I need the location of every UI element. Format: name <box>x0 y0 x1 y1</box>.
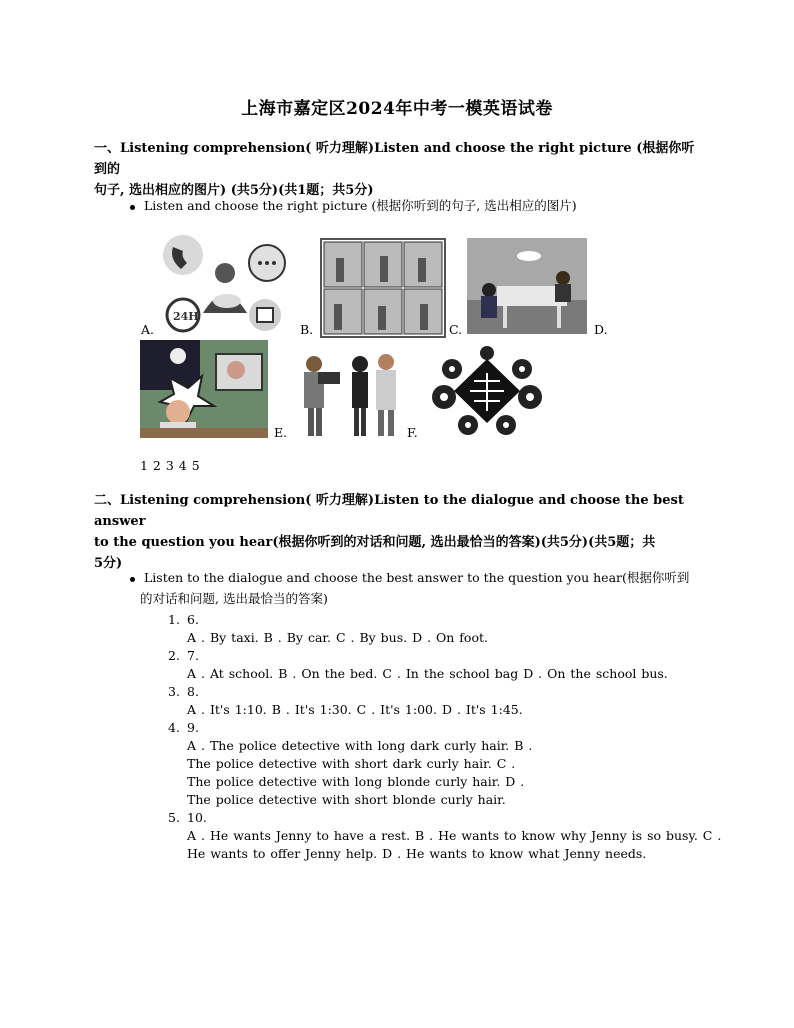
police-interview-icon <box>467 238 587 334</box>
question-numbers: 1 2 3 4 5 <box>140 458 200 473</box>
picture-a-label: A. <box>141 322 155 337</box>
picture-b-label: B. <box>300 322 314 337</box>
answer-options: A . By taxi. B . By car. C . By bus. D . On foot. <box>187 630 488 645</box>
picture-f-label: F. <box>407 425 418 440</box>
section1-heading-line1: 一、Listening comprehension( 听力理解)Listen and choose the right picture (根据你听到的 <box>94 141 695 177</box>
list-number: 1. <box>168 612 180 627</box>
picture-b <box>320 238 446 338</box>
picture-c <box>467 238 587 334</box>
picture-d <box>140 340 268 438</box>
picture-e <box>300 350 402 438</box>
page-title: 上海市嘉定区2024年中考一模英语试卷 <box>241 99 553 119</box>
angry-neighbor-icon <box>140 340 268 438</box>
question-number: 6. <box>187 612 199 627</box>
section2-heading-line1: 二、Listening comprehension( 听力理解)Listen to the dialogue and choose the best answer <box>94 493 684 529</box>
section1-heading <box>94 138 704 201</box>
answer-options: A . He wants Jenny to have a rest. B . He wants to know why Jenny is so busy. C . <box>187 828 722 843</box>
answer-options: A . At school. B . On the bed. C . In the school bag D . On the school bus. <box>187 666 668 681</box>
section2-instruction-line1: Listen to the dialogue and choose the best answer to the question you hear(根据你听到 <box>144 570 690 585</box>
answer-options: The police detective with short dark curly hair. C . <box>187 756 516 771</box>
picture-a <box>155 233 295 337</box>
question-number: 8. <box>187 684 199 699</box>
picture-f <box>428 345 546 437</box>
section1-heading-line2: 句子, 选出相应的图片) (共5分)(共1题；共5分) <box>94 183 374 198</box>
section2-heading-line2: to the question you hear(根据你听到的对话和问题, 选出最恰当的答案)(共5分)(共5题；共 <box>94 535 656 550</box>
customer-service-icon <box>155 233 295 337</box>
paper-cutting-icon <box>428 345 546 437</box>
list-number: 3. <box>168 684 180 699</box>
svg-text:24H: 24H <box>173 310 199 323</box>
question-number: 9. <box>187 720 199 735</box>
answer-options: He wants to offer Jenny help. D . He wants to know what Jenny needs. <box>187 846 647 861</box>
answer-options: The police detective with short blonde curly hair. <box>187 792 506 807</box>
bullet-icon <box>130 577 135 582</box>
answer-options: The police detective with long blonde curly hair. D . <box>187 774 525 789</box>
comic-strip-icon <box>322 240 444 336</box>
list-number: 4. <box>168 720 180 735</box>
section1-instruction: Listen and choose the right picture (根据你听到的句子, 选出相应的图片) <box>144 198 577 213</box>
reporters-interview-icon <box>300 350 402 438</box>
answer-options: A . The police detective with long dark curly hair. B . <box>187 738 533 753</box>
question-number: 7. <box>187 648 199 663</box>
bullet-icon <box>130 205 135 210</box>
picture-e-label: E. <box>274 425 288 440</box>
answer-options: A . It's 1:10. B . It's 1:30. C . It's 1:00. D . It's 1:45. <box>187 702 523 717</box>
section2-heading-line3: 5分) <box>94 556 123 571</box>
section2-instruction-line2: 的对话和问题, 选出最恰当的答案) <box>140 591 328 606</box>
section2-heading <box>94 490 714 574</box>
question-number: 10. <box>187 810 207 825</box>
picture-d-label: D. <box>594 322 608 337</box>
list-number: 2. <box>168 648 180 663</box>
list-number: 5. <box>168 810 180 825</box>
picture-c-label: C. <box>449 322 463 337</box>
